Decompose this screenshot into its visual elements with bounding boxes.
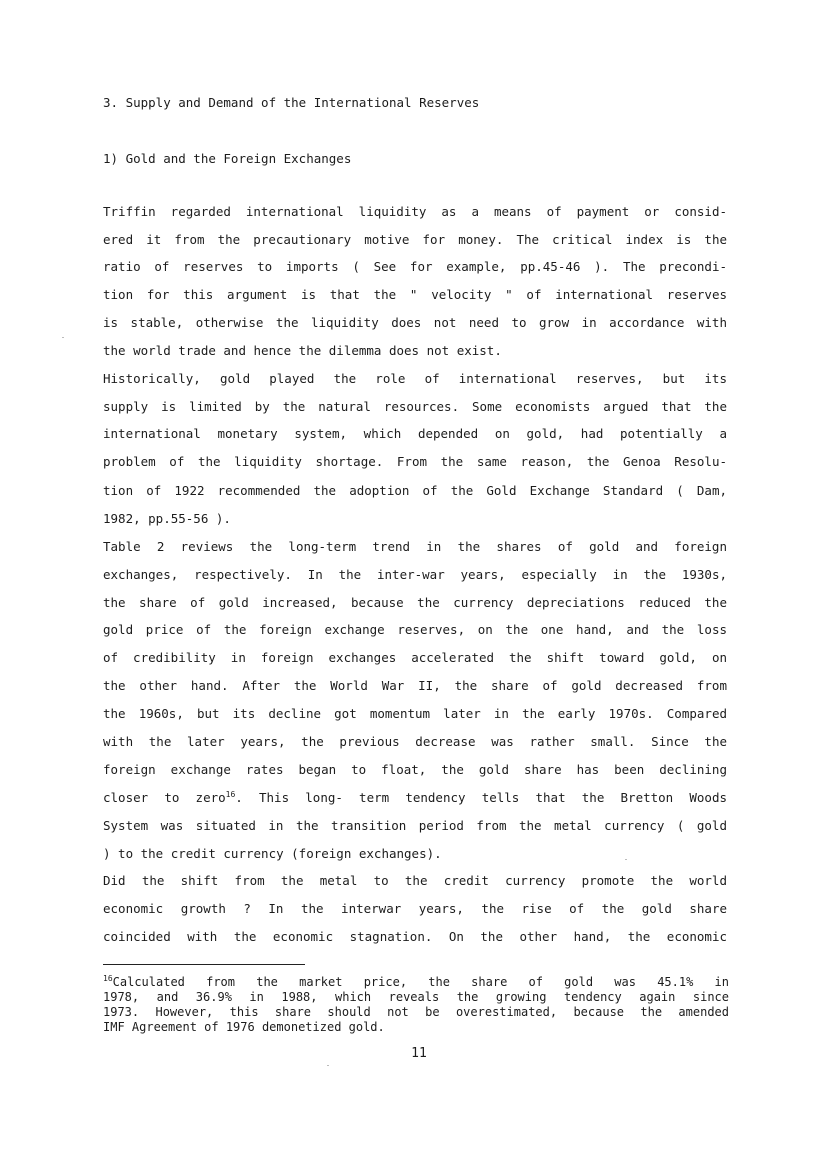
footnote-text: Calculated from the market price, the share of gold was 45.1% in: [112, 975, 729, 989]
text-line: the other hand. After the World War II, the share of gold decreased from: [103, 678, 727, 693]
text-line: ratio of reserves to imports ( See for example, pp.45-46 ). The precondi-: [103, 259, 727, 274]
text-line: Triffin regarded international liquidity as a means of payment or consid-: [103, 204, 727, 219]
text-line: Table 2 reviews the long-term trend in the shares of gold and foreign: [103, 539, 727, 554]
text-line: supply is limited by the natural resources. Some economists argued that the: [103, 399, 727, 414]
footnote-line: 1973. However, this share should not be overestimated, because the amended: [103, 1005, 729, 1019]
text-line: Historically, gold played the role of international reserves, but its: [103, 371, 727, 386]
text-line: tion of 1922 recommended the adoption of the Gold Exchange Standard ( Dam,: [103, 483, 727, 498]
text-line: coincided with the economic stagnation. On the other hand, the economic: [103, 929, 727, 944]
text-line: exchanges, respectively. In the inter-war years, especially in the 1930s,: [103, 567, 727, 582]
text-line: economic growth ? In the interwar years, the rise of the gold share: [103, 901, 727, 916]
text-line: the 1960s, but its decline got momentum later in the early 1970s. Compared: [103, 706, 727, 721]
text-line: problem of the liquidity shortage. From the same reason, the Genoa Resolu-: [103, 454, 727, 469]
text-line: of credibility in foreign exchanges accelerated the shift toward gold, on: [103, 650, 727, 665]
scan-speck: [625, 859, 627, 860]
text-line: is stable, otherwise the liquidity does not need to grow in accordance with: [103, 315, 727, 330]
text-line: foreign exchange rates began to float, the gold share has been declining: [103, 762, 727, 777]
text-fragment: closer to zero: [103, 790, 226, 805]
page-number: 11: [411, 1046, 427, 1061]
text-line: with the later years, the previous decrease was rather small. Since the: [103, 734, 727, 749]
scan-speck: [62, 337, 64, 338]
text-line: Did the shift from the metal to the credit currency promote the world: [103, 873, 727, 888]
text-line: tion for this argument is that the " velocity " of international reserves: [103, 287, 727, 302]
footnote-marker: 16: [103, 974, 113, 983]
text-line: System was situated in the transition period from the metal currency ( gold: [103, 818, 727, 833]
section-heading: 3. Supply and Demand of the International Reserves: [103, 95, 480, 110]
subsection-heading: 1) Gold and the Foreign Exchanges: [103, 151, 352, 166]
text-line: ered it from the precautionary motive for money. The critical index is the: [103, 232, 727, 247]
text-line-with-footnote-ref: [103, 790, 727, 806]
footnote-divider: [103, 964, 305, 965]
footnote-reference: 16: [225, 790, 236, 799]
footnote-line: 1978, and 36.9% in 1988, which reveals the growing tendency again since: [103, 990, 729, 1004]
footnote-line: [103, 975, 729, 990]
text-line: the share of gold increased, because the currency depreciations reduced the: [103, 595, 727, 610]
footnote-line: IMF Agreement of 1976 demonetized gold.: [103, 1020, 385, 1034]
text-line: ) to the credit currency (foreign exchanges).: [103, 846, 442, 861]
scan-speck: [327, 1065, 329, 1066]
text-line: the world trade and hence the dilemma does not exist.: [103, 343, 502, 358]
text-line: gold price of the foreign exchange reserves, on the one hand, and the loss: [103, 622, 727, 637]
text-line: 1982, pp.55-56 ).: [103, 511, 231, 526]
text-fragment: . This long- term tendency tells that the Bretton Woods: [235, 790, 727, 805]
text-line: international monetary system, which depended on gold, had potentially a: [103, 426, 727, 441]
